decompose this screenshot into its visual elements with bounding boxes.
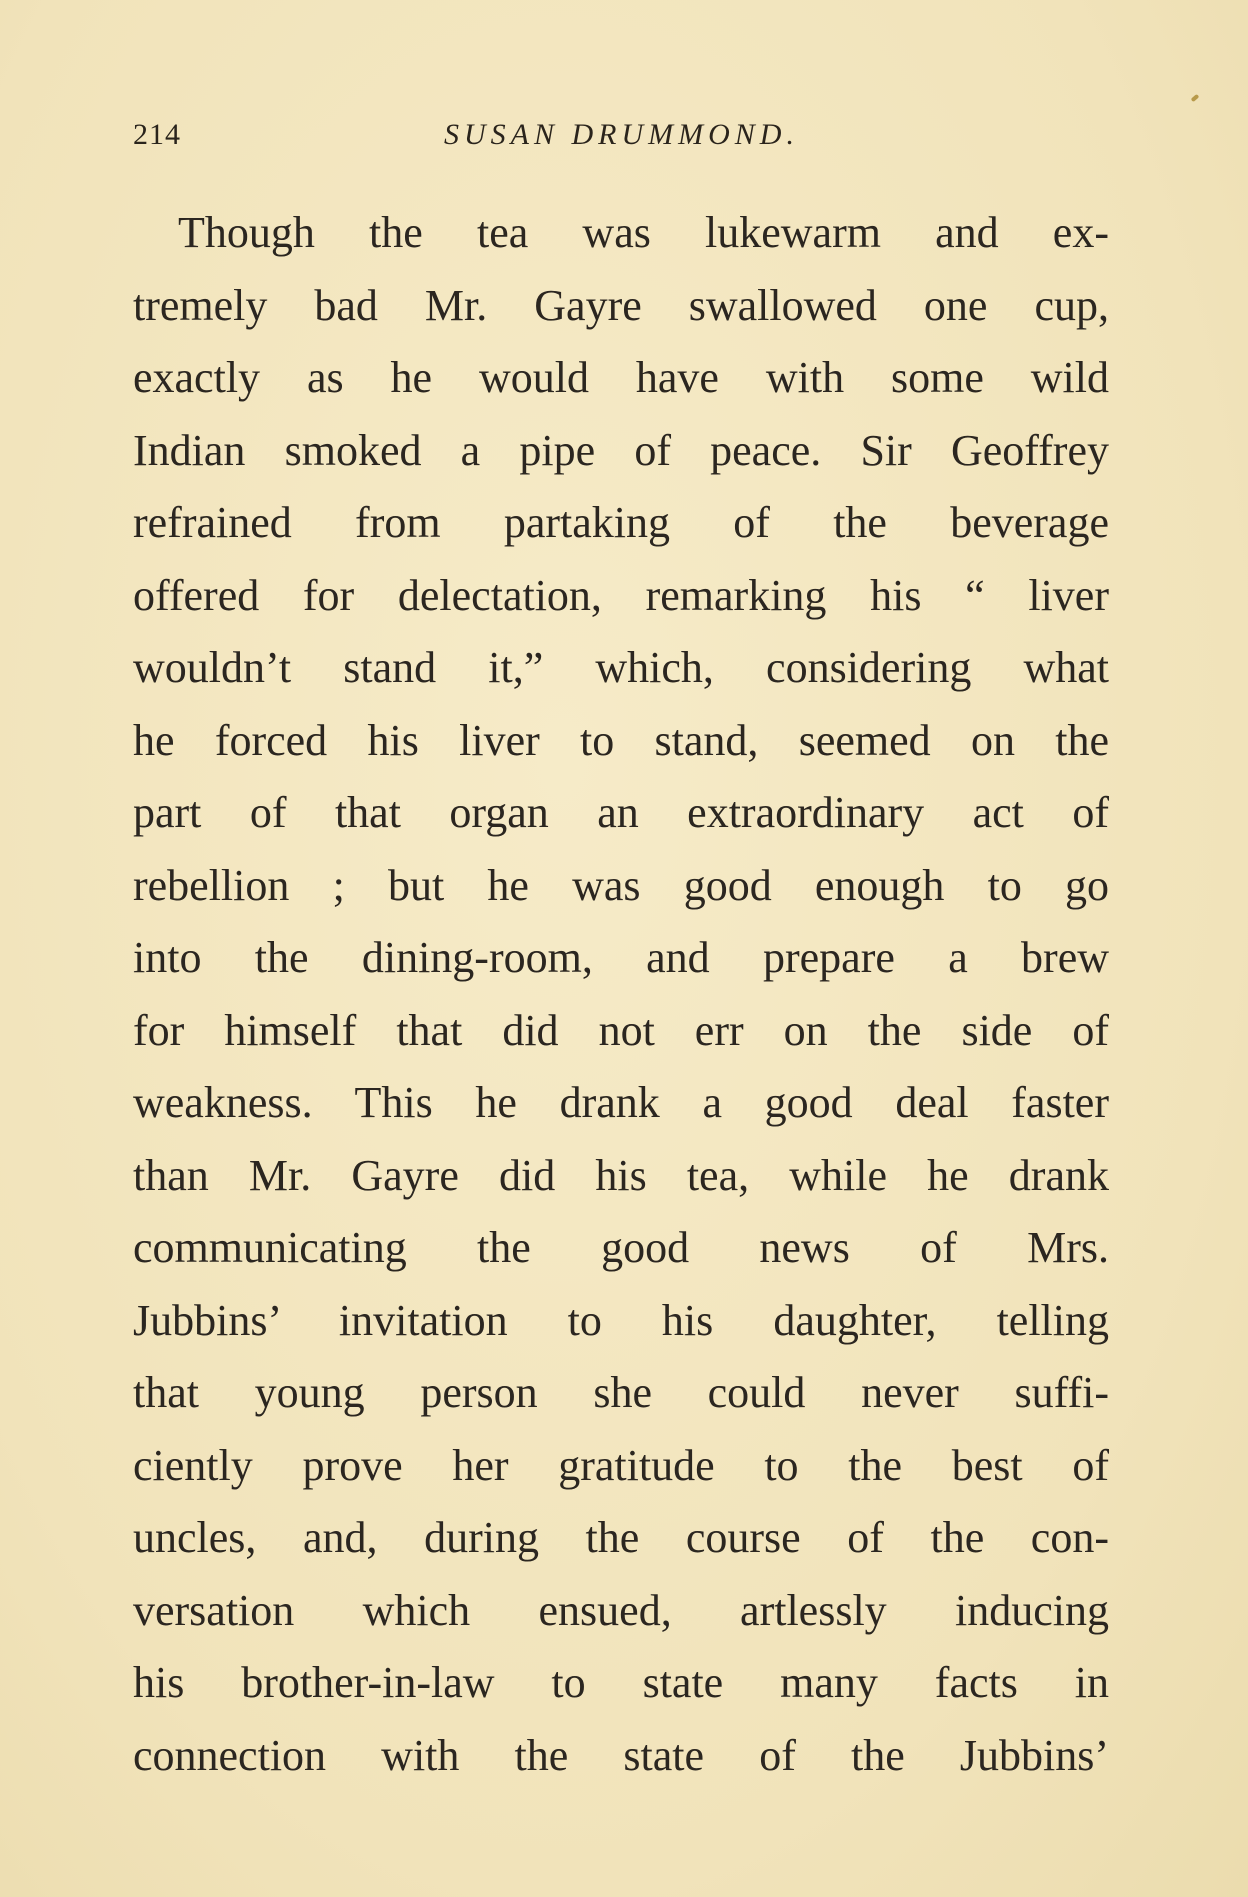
text-line: connection with the state of the Jubbins’ — [133, 1730, 1109, 1780]
text-line: refrained from partaking of the beverage — [133, 498, 1109, 547]
text-line: wouldn’t stand it,” which, considering what — [133, 643, 1109, 692]
text-line: his brother-in-law to state many facts in — [133, 1658, 1109, 1707]
text-line: exactly as he would have with some wild — [133, 353, 1109, 402]
text-line: weakness. This he drank a good deal faster — [133, 1078, 1109, 1127]
text-line: than Mr. Gayre did his tea, while he drank — [133, 1150, 1109, 1200]
text-line: he forced his liver to stand, seemed on the — [133, 715, 1109, 765]
text-line: offered for delectation, remarking his “ liver — [133, 570, 1109, 620]
text-line: Jubbins’ invitation to his daughter, telling — [133, 1295, 1109, 1345]
text-line: into the dining-room, and prepare a brew — [133, 933, 1109, 982]
text-line: versation which ensued, artlessly inducing — [133, 1585, 1109, 1635]
paper-blemish — [1191, 94, 1200, 102]
text-line: ciently prove her gratitude to the best of — [133, 1440, 1109, 1490]
text-line: communicating the good news of Mrs. — [133, 1223, 1109, 1272]
running-title: SUSAN DRUMMOND. — [444, 118, 799, 151]
text-line: Though the tea was lukewarm and ex- — [178, 208, 1109, 257]
text-line: that young person she could never suffi- — [133, 1368, 1109, 1417]
body-text — [133, 197, 1109, 1792]
text-line: uncles, and, during the course of the con- — [133, 1513, 1109, 1562]
text-line: part of that organ an extraordinary act of — [133, 788, 1109, 837]
page-header — [0, 118, 1248, 168]
text-line: Indian smoked a pipe of peace. Sir Geoffrey — [133, 425, 1109, 475]
page-number: 214 — [133, 118, 181, 151]
text-line: rebellion ; but he was good enough to go — [133, 860, 1109, 910]
text-line: tremely bad Mr. Gayre swallowed one cup, — [133, 280, 1109, 330]
text-line: for himself that did not err on the side of — [133, 1005, 1109, 1055]
